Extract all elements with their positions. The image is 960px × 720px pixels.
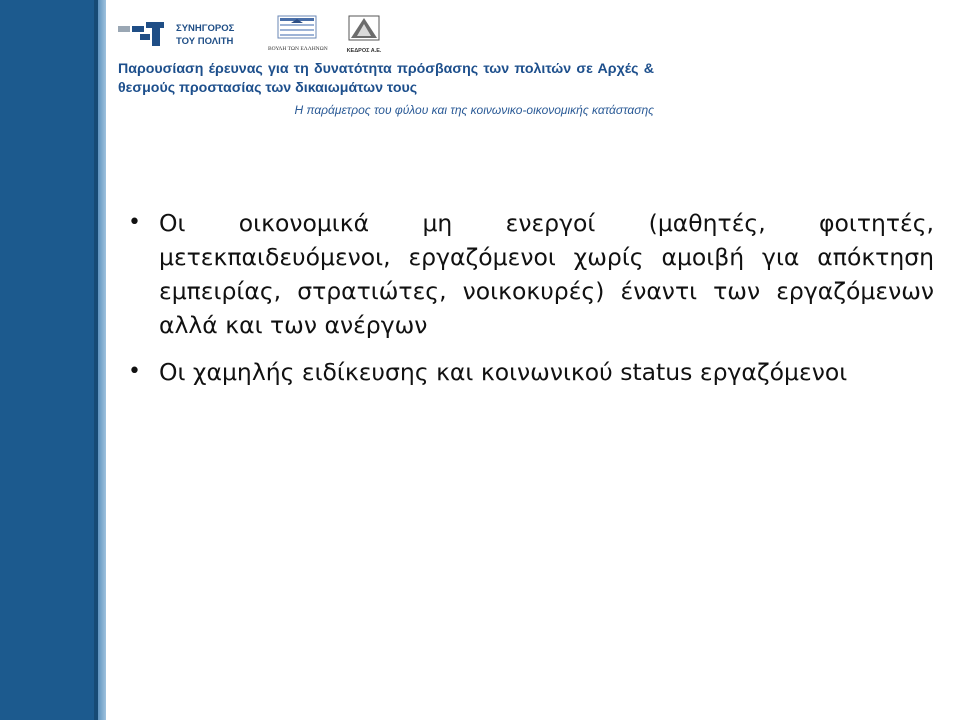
bullet-marker: • (128, 359, 141, 384)
synigoros-line1: ΣΥΝΗΓΟΡΟΣ (176, 23, 235, 34)
kedros-logo-text: ΚΕΔΡΟΣ Α.Ε. (346, 48, 382, 54)
bullet-text: Οι οικονομικά μη ενεργοί (μαθητές, φοιτητές, μετεκπαιδευόμενοι, εργαζόμενοι χωρίς αμοιβή για απόκτηση εμπειρίας, στρατιώτες, νοικοκυρές) έναντι των εργαζόμενων αλλά και των ανέργων (159, 209, 934, 339)
synigoros-logo-text (176, 22, 234, 48)
bullet-list (128, 206, 934, 402)
synigoros-logo-icon (118, 18, 172, 48)
kedros-logo (344, 14, 384, 54)
vouli-logo-text: ΒΟΥΛΗ ΤΩΝ ΕΛΛΗΝΩΝ (268, 46, 328, 52)
bullet-item-economically-inactive (128, 206, 934, 342)
logo-row (118, 8, 418, 54)
presentation-subtitle: Η παράμετρος του φύλου και της κοινωνικο-οικονομικής κατάστασης (294, 103, 654, 117)
header-banner (112, 0, 660, 122)
band-edge-light (98, 0, 106, 720)
bullet-text: Οι χαμηλής ειδίκευσης και κοινωνικού status εργαζόμενοι (159, 358, 848, 386)
left-blue-band (0, 0, 106, 720)
bullet-marker: • (128, 210, 141, 235)
bullet-item-low-skill-workers (128, 355, 934, 389)
vouli-logo (268, 14, 326, 52)
parliament-emblem-icon (277, 14, 317, 40)
kedros-triangle-icon (347, 14, 381, 42)
presentation-title: Παρουσίαση έρευνας για τη δυνατότητα πρόσβασης των πολιτών σε Αρχές & θεσμούς προστασίας των δικαιωμάτων τους (118, 61, 654, 96)
synigoros-logo (118, 18, 172, 52)
synigoros-line2: ΤΟΥ ΠΟΛΙΤΗ (176, 36, 234, 47)
